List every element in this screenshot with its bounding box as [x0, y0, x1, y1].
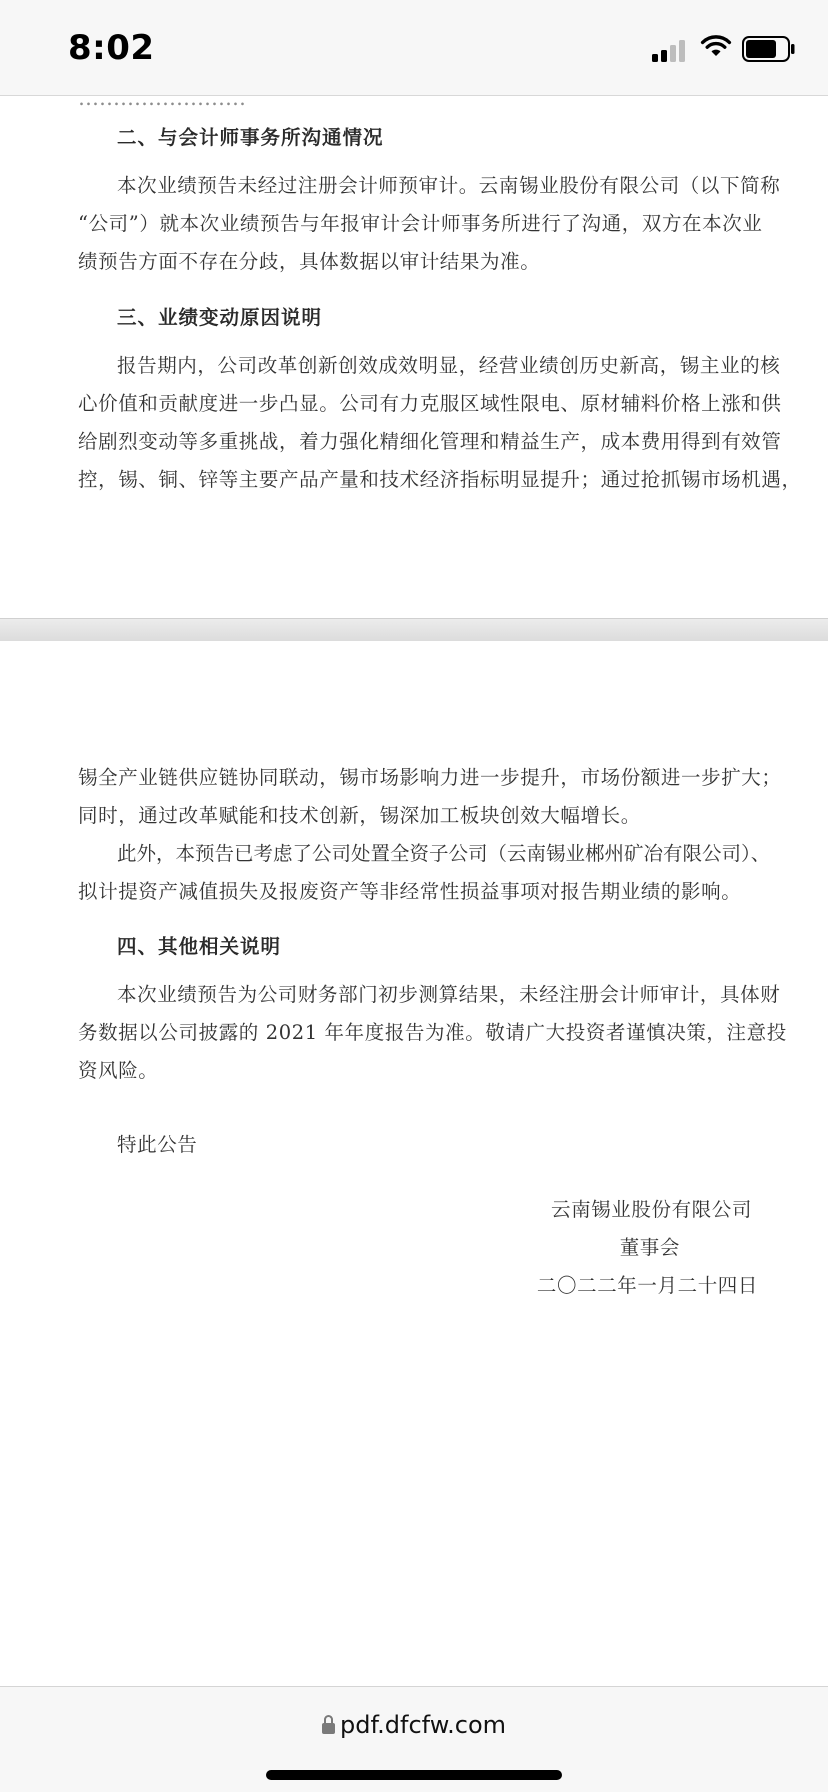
url-field[interactable]: [0, 1711, 828, 1739]
home-indicator[interactable]: [266, 1770, 562, 1780]
closing-text: 特此公告: [117, 1133, 198, 1156]
paragraph-line: 资风险。: [78, 1059, 159, 1082]
url-bar[interactable]: [0, 1686, 828, 1792]
signature-company: 云南锡业股份有限公司: [550, 1198, 752, 1221]
paragraph-line: 本次业绩预告为公司财务部门初步测算结果，未经注册会计师审计，具体财: [117, 983, 781, 1006]
paragraph-line: 务数据以公司披露的 2021 年年度报告为准。敬请广大投资者谨慎决策，注意投: [78, 1021, 787, 1044]
paragraph-line: 心价值和贡献度进一步凸显。公司有力克服区域性限电、原材辅料价格上涨和供: [78, 392, 782, 415]
paragraph-line: 给剧烈变动等多重挑战，着力强化精细化管理和精益生产，成本费用得到有效管: [78, 430, 782, 453]
section-heading-4: 四、其他相关说明: [117, 935, 282, 958]
paragraph-line: 绩预告方面不存在分歧，具体数据以审计结果为准。: [78, 250, 541, 273]
signature-date: 二〇二二年一月二十四日: [536, 1274, 758, 1297]
lock-icon: [322, 1723, 335, 1734]
document-page-2: [0, 641, 828, 1685]
paragraph-line: 同时，通过改革赋能和技术创新，锡深加工板块创效大幅增长。: [78, 804, 641, 827]
paragraph-line: 本次业绩预告未经过注册会计师预审计。云南锡业股份有限公司（以下简称: [117, 174, 781, 197]
paragraph-line: 报告期内，公司改革创新创效成效明显，经营业绩创历史新高，锡主业的核: [117, 354, 781, 377]
wifi-icon: [700, 34, 732, 58]
paragraph-line: 控，锡、铜、锌等主要产品产量和技术经济指标明显提升；通过抢抓锡市场机遇，: [78, 468, 802, 491]
paragraph-line: “公司”）就本次业绩预告与年报审计会计师事务所进行了沟通，双方在本次业: [78, 212, 763, 235]
url-text: pdf.dfcfw.com: [339, 1711, 507, 1739]
section-heading-3: 三、业绩变动原因说明: [117, 306, 323, 329]
status-time: 8:02: [68, 28, 155, 68]
battery-icon: [742, 36, 796, 62]
paragraph-line: 锡全产业链供应链协同联动，锡市场影响力进一步提升，市场份额进一步扩大；: [78, 766, 782, 789]
paragraph-line: 此外，本预告已考虑了公司处置全资子公司（云南锡业郴州矿冶有限公司）、: [117, 842, 771, 865]
page-cut-line: ……………………: [78, 80, 246, 104]
section-heading-2: 二、与会计师事务所沟通情况: [117, 126, 384, 149]
page-separator: [0, 618, 828, 642]
document-page-1: [0, 80, 828, 616]
cellular-signal-icon: [652, 38, 688, 62]
signature-board: 董事会: [619, 1236, 680, 1259]
paragraph-line: 拟计提资产减值损失及报废资产等非经常性损益事项对报告期业绩的影响。: [78, 880, 742, 903]
